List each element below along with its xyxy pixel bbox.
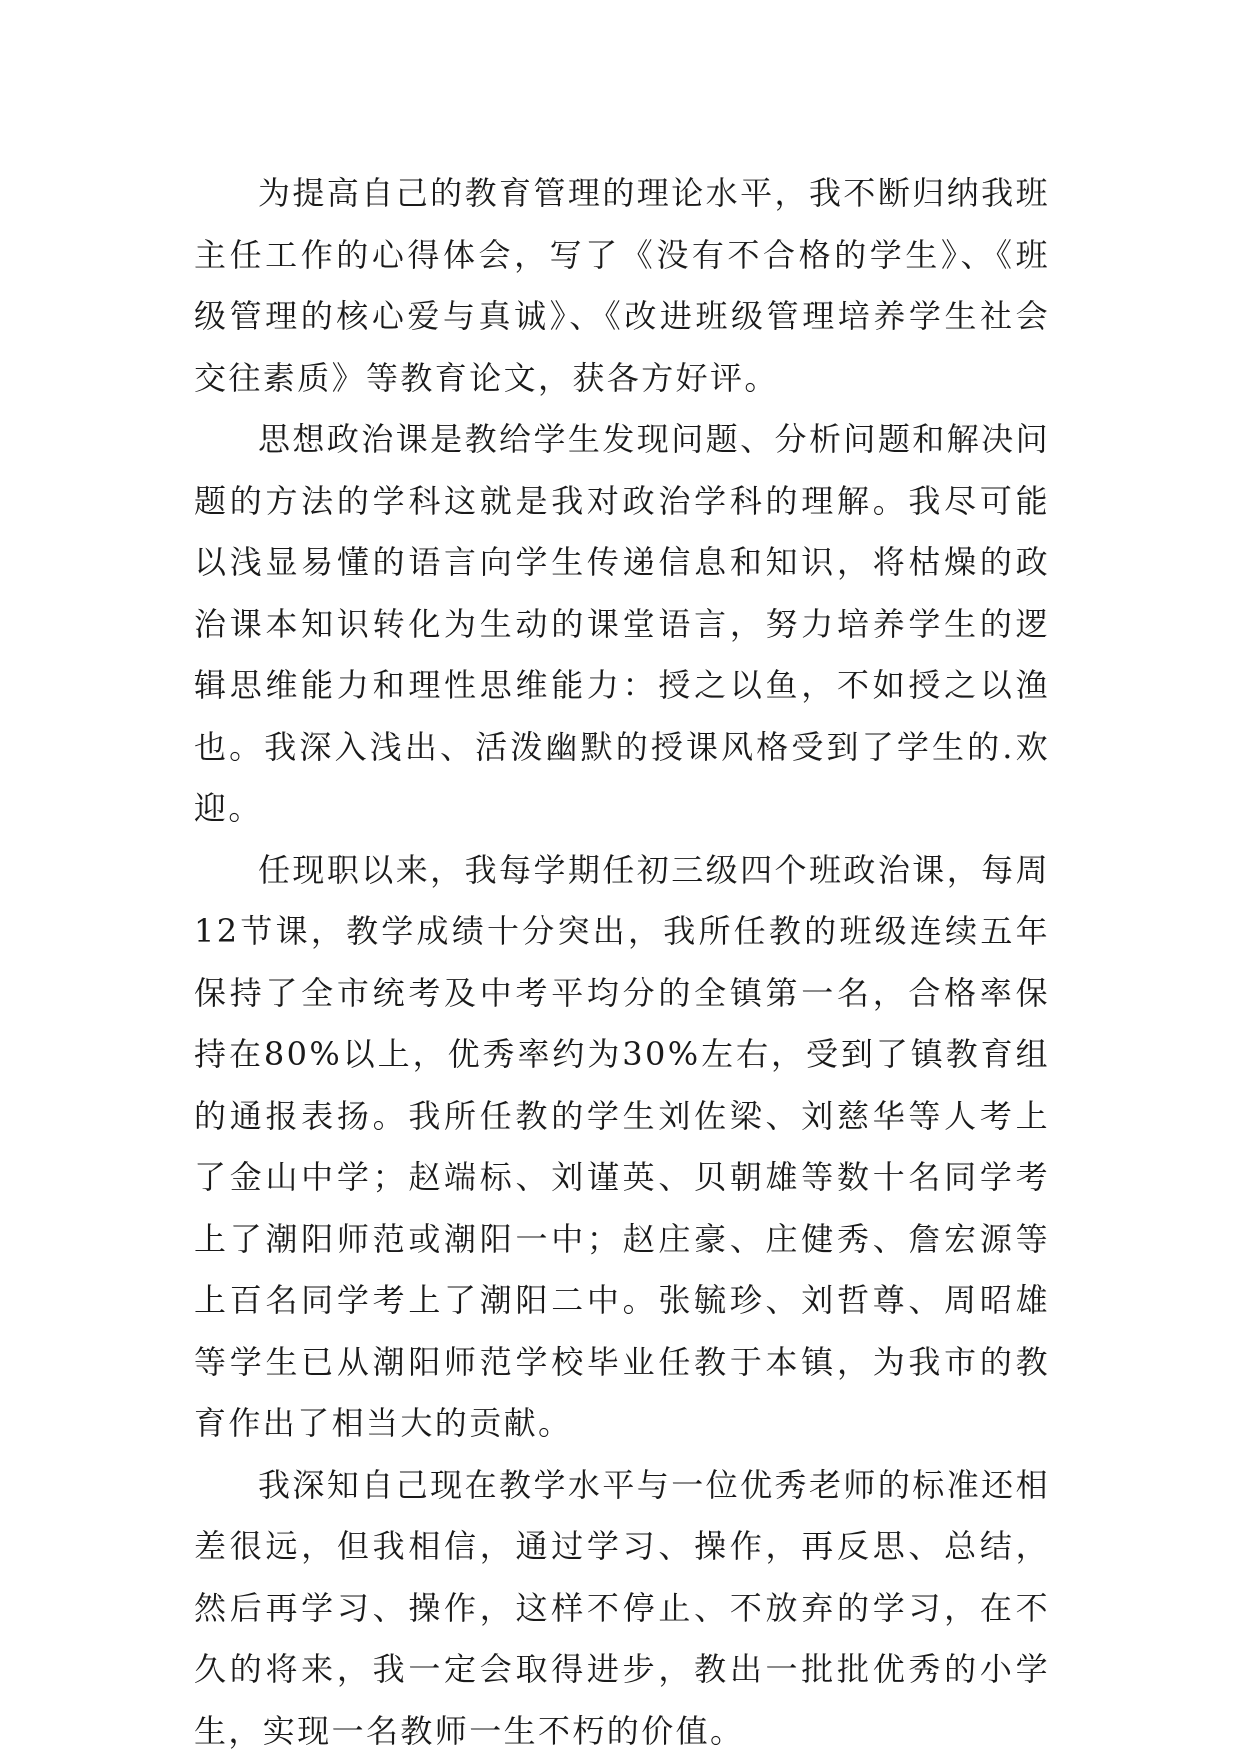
paragraph-3: 任现职以来，我每学期任初三级四个班政治课，每周12节课，教学成绩十分突出，我所任教的班级连续五年保持了全市统考及中考平均分的全镇第一名，合格率保持在80%以上，优秀率约为30%左右，受到了镇教育组的通报表扬。我所任教的学生刘佐梁、刘慈华等人考上了金山中学；赵端标、刘谨英、贝朝雄等数十名同学考上了潮阳师范或潮阳一中；赵庄豪、庄健秀、詹宏源等上百名同学考上了潮阳二中。张毓珍、刘哲尊、周昭雄等学生已从潮阳师范学校毕业任教于本镇，为我市的教育作出了相当大的贡献。 [194,840,1050,1455]
paragraph-4: 我深知自己现在教学水平与一位优秀老师的标准还相差很远，但我相信，通过学习、操作，再反思、总结，然后再学习、操作，这样不停止、不放弃的学习，在不久的将来，我一定会取得进步，教出一批批优秀的小学生，实现一名教师一生不朽的价值。 [194,1455,1050,1762]
paragraph-2: 思想政治课是教给学生发现问题、分析问题和解决问题的方法的学科这就是我对政治学科的理解。我尽可能以浅显易懂的语言向学生传递信息和知识，将枯燥的政治课本知识转化为生动的课堂语言，努力培养学生的逻辑思维能力和理性思维能力：授之以鱼，不如授之以渔也。我深入浅出、活泼幽默的授课风格受到了学生的.欢迎。 [194,409,1050,840]
document-body [194,163,1050,1762]
paragraph-1: 为提高自己的教育管理的理论水平，我不断归纳我班主任工作的心得体会，写了《没有不合格的学生》、《班级管理的核心爱与真诚》、《改进班级管理培养学生社会交往素质》等教育论文，获各方好评。 [194,163,1050,409]
